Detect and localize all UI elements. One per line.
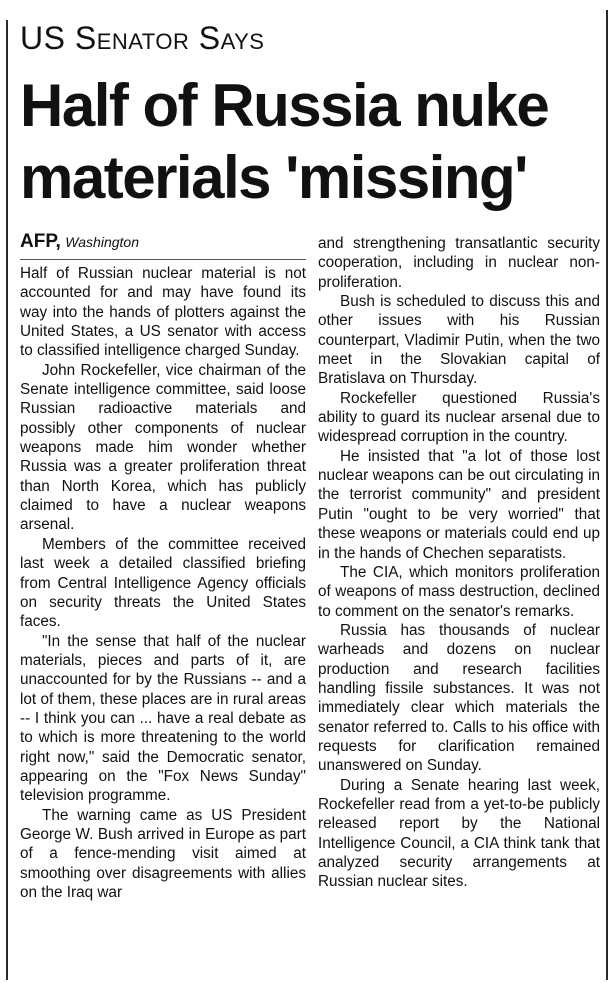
paragraph: The warning came as US President George W. Bush arrived in Europe as part of a fence-mending visit aimed at smoothing over disagreements with allies on the Iraq war <box>20 806 306 901</box>
paragraph: John Rockefeller, vice chairman of the Senate intelligence committee, said loose Russian radioactive materials and possibly other components of nuclear weapons made him wonder whether Russia was a greater proliferation threat than North Korea, which has publicly claimed to have a nuclear weapons arsenal. <box>20 361 306 534</box>
paragraph: Members of the committee received last week a detailed classified briefing from Central Intelligence Agency officials on security threats the United States faces. <box>20 535 306 631</box>
left-column-rule <box>6 20 8 980</box>
right-column-rule <box>606 10 608 980</box>
paragraph: He insisted that "a lot of those lost nuclear weapons can be out circulating in the terrorist community" and president Putin "ought to be very worried" that these weapons or materials could end up in the hands of Chechen separatists. <box>318 447 600 562</box>
article-column-1 <box>20 264 306 902</box>
paragraph: "In the sense that half of the nuclear materials, pieces and parts of it, are unaccounted for by the Russians -- and a lot of them, these places are in rural areas -- I think you can ... have a real debate as to which is more threatening to the world right now," said the Democratic senator, appearing on the "Fox News Sunday" television programme. <box>20 632 306 805</box>
article-column-2 <box>318 234 600 892</box>
paragraph: Bush is scheduled to discuss this and other issues with his Russian counterpart, Vladimir Putin, when the two meet in the Slovakian capital of Bratislava on Thursday. <box>318 293 600 388</box>
byline <box>20 230 306 260</box>
paragraph: The CIA, which monitors proliferation of weapons of mass destruction, declined to comment on the senator's remarks. <box>318 563 600 620</box>
byline-agency: AFP, <box>20 231 61 252</box>
paragraph: During a Senate hearing last week, Rockefeller read from a yet-to-be publicly released report by the National Intelligence Council, a CIA think tank that analyzed security arrangements at Russian nuclear sites. <box>318 776 600 891</box>
kicker: US Senator Says <box>20 20 265 56</box>
paragraph: and strengthening transatlantic security cooperation, including in nuclear non-proliferation. <box>318 235 600 291</box>
byline-place: Washington <box>65 234 139 250</box>
paragraph: Half of Russian nuclear material is not accounted for and may have found its way into the hands of plotters against the United States, a US senator with access to classified intelligence charged Sunday. <box>20 265 306 360</box>
headline: Half of Russia nuke materials 'missing' <box>20 72 549 211</box>
paragraph: Russia has thousands of nuclear warheads and dozens on nuclear production and research facilities handling fissile substances. It was not immediately clear which materials the senator referred to. Calls to his office with requests for clarification remained unanswered on Sunday. <box>318 621 600 775</box>
paragraph: Rockefeller questioned Russia's ability to guard its nuclear arsenal due to widespread corruption in the country. <box>318 389 600 446</box>
